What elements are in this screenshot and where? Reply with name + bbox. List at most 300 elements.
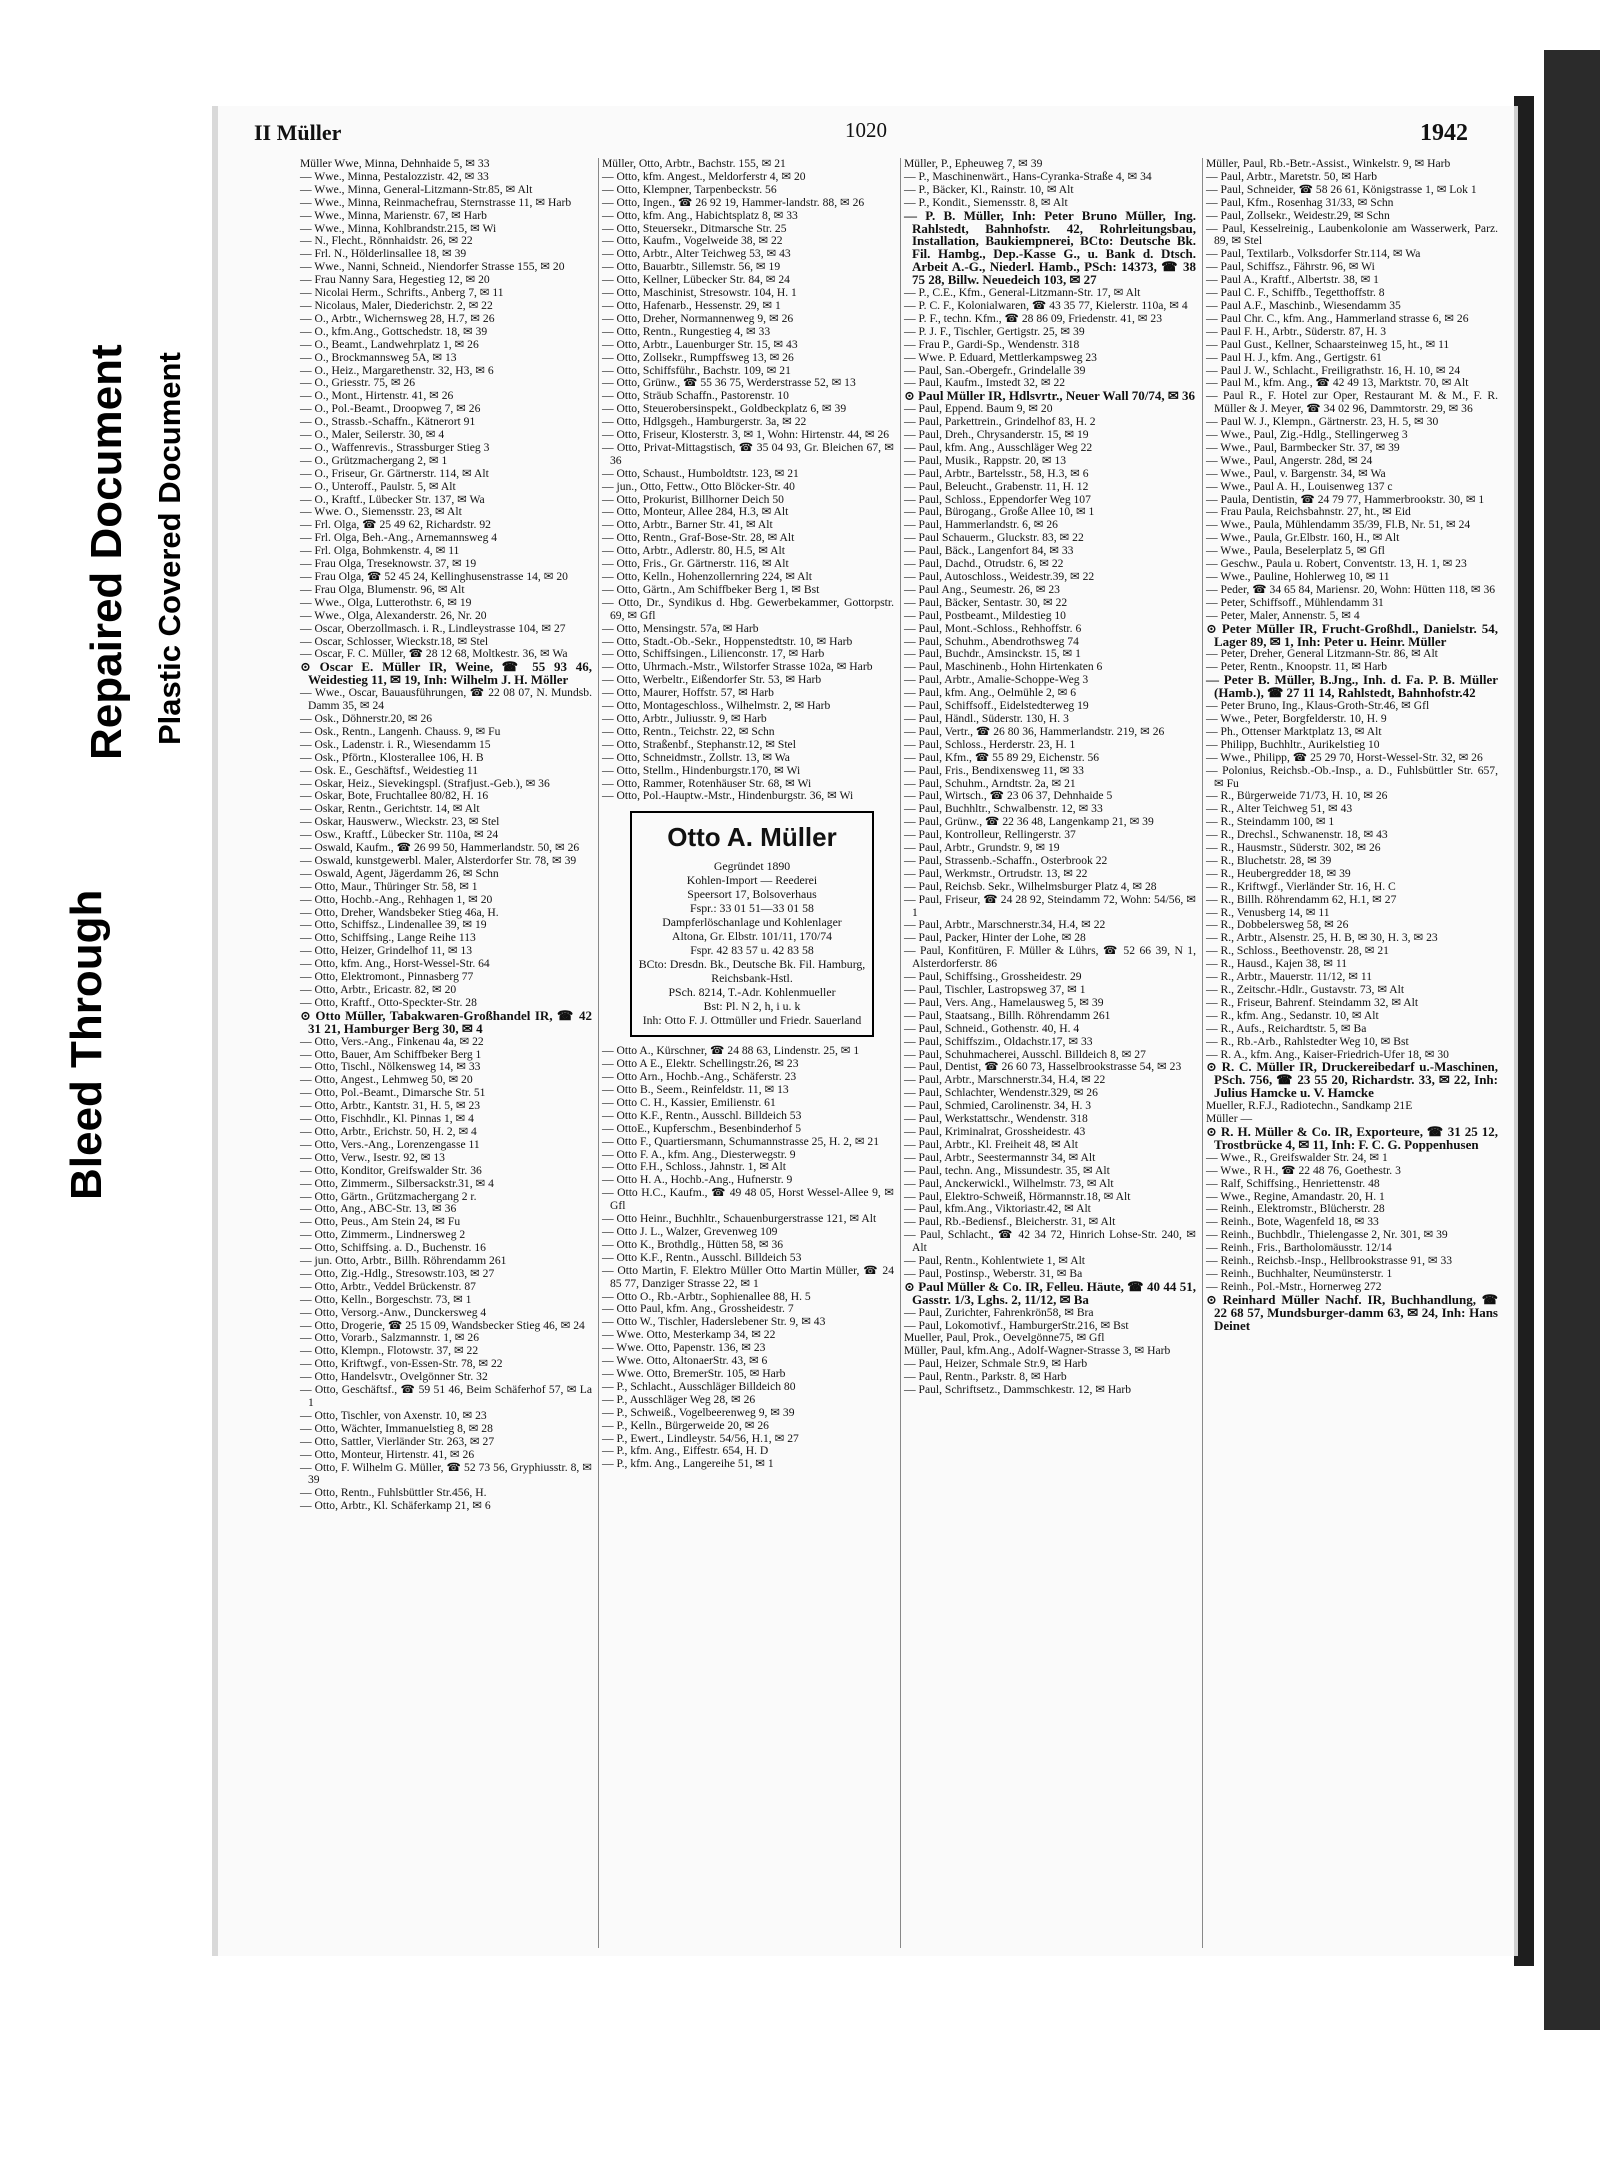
- directory-entry: — Paul, Arbtr., Marschnerstr.34, H.4, ✉ 22: [904, 918, 1106, 932]
- ad-line: Inh: Otto F. J. Ottmüller und Friedr. Sauerland: [642, 1013, 862, 1028]
- directory-entry: — Reinh., Reichsb.-Insp., Hellbrookstrasse 91, ✉ 33: [1206, 1254, 1453, 1268]
- directory-entry: — Wwe., Oscar, Bauausführungen, ☎ 22 08 07, N. Mundsb. Damm 35, ✉ 24: [300, 686, 592, 713]
- directory-entry: — Paul, Maschinenb., Hohn Hirtenkaten 6: [904, 660, 1103, 674]
- directory-entry: — Oskar, Heiz., Sievekingspl. (Strafjust.-Geb.), ✉ 36: [300, 776, 550, 790]
- directory-entry: — R., Zeitschr.-Hdlr., Gustavstr. 73, ✉ Alt: [1206, 983, 1405, 996]
- directory-entry: — Otto K., Brothdlg., Hütten 58, ✉ 36: [602, 1237, 784, 1251]
- column-2-bottom-entries: [602, 1045, 894, 1471]
- directory-entry: — Otto, Maur., Thüringer Str. 58, ✉ 1: [300, 879, 478, 893]
- directory-entry: — Wwe., R., Greifswalder Str. 24, ✉ 1: [1206, 1150, 1388, 1164]
- directory-entry: — Paul, kfm. Ang., Ausschläger Weg 22: [904, 440, 1093, 454]
- directory-entry: — Otto, Rentn., Teichstr. 22, ✉ Schn: [602, 724, 775, 738]
- directory-entry: — P. F., techn. Kfm., ☎ 28 86 09, Friedenstr. 41, ✉ 23: [904, 311, 1162, 325]
- directory-entry: — Paul, Fris., Bendixensweg 11, ✉ 33: [904, 763, 1084, 777]
- directory-entry: — Otto, Zimmerm., Silbersackstr.31, ✉ 4: [300, 1176, 494, 1190]
- directory-entry: — Wwe., Olga, Alexanderstr. 26, Nr. 20: [300, 608, 487, 622]
- directory-entry: — Otto, Prokurist, Billhorner Deich 50: [602, 492, 784, 506]
- directory-entry: — Paul W. J., Klempn., Gärtnerstr. 23, H. 5, ✉ 30: [1206, 415, 1439, 429]
- directory-entry: — R., Bürgerweide 71/73, H. 10, ✉ 26: [1206, 789, 1388, 803]
- directory-entry: — Paul, Zurichter, Fahrenkrön58, ✉ Bra: [904, 1305, 1094, 1319]
- directory-entry: — Oswald, Agent, Jägerdamm 26, ✉ Schn: [300, 866, 499, 880]
- directory-entry: — Oswald, kunstgewerbl. Maler, Alsterdorfer Str. 78, ✉ 39: [300, 853, 577, 867]
- directory-entry: — Paul, Postinsp., Weberstr. 31, ✉ Ba: [904, 1266, 1083, 1280]
- directory-entry: — Paul, Dreh., Chrysanderstr. 15, ✉ 19: [904, 428, 1089, 442]
- directory-entry: — Oscar, F. C. Müller, ☎ 28 12 68, Moltkestr. 36, ✉ Wa: [300, 647, 568, 661]
- directory-entry: — Oscar, Schlosser, Wieckstr.18, ✉ Stel: [300, 634, 489, 648]
- directory-entry: — Frl. Olga, Beh.-Ang., Arnemannsweg 4: [300, 531, 498, 545]
- directory-entry: — Peter, Dreher, General Litzmann-Str. 86, ✉ Alt: [1206, 647, 1438, 661]
- directory-entry: — Otto, Versorg.-Anw., Dunckersweg 4: [300, 1305, 487, 1319]
- directory-entry: — Otto, Sattler, Vierländer Str. 263, ✉ 27: [300, 1434, 495, 1448]
- directory-entry: — R., Schloss., Beethovenstr. 28, ✉ 21: [1206, 944, 1389, 958]
- directory-entry: — Paul, Kesselreinig., Laubenkolonie am Wasserwerk, Parz. 89, ✉ Stel: [1206, 221, 1498, 248]
- directory-entry: — Paul, Postbeamt., Mildestieg 10: [904, 608, 1066, 622]
- directory-entry: — O., Friseur, Gr. Gärtnerstr. 114, ✉ Alt: [300, 466, 489, 480]
- directory-entry: — Paul, Schlachter, Wendenstr.329, ✉ 26: [904, 1086, 1098, 1100]
- directory-entry: — Wwe. Otto, Papenstr. 136, ✉ 23: [602, 1341, 766, 1355]
- directory-entry: — Paul, Tischler, Lastropsweg 37, ✉ 1: [904, 983, 1086, 996]
- directory-entry: — Wwe., Philipp, ☎ 25 29 70, Horst-Wessel-Str. 32, ✉ 26: [1206, 750, 1483, 764]
- directory-entry: — P., kfm. Ang., Eiffestr. 654, H. D: [602, 1444, 769, 1458]
- directory-entry: — Geschw., Paula u. Robert, Conventstr. 13, H. 1, ✉ 23: [1206, 557, 1467, 571]
- directory-entry: — Otto, Kellner, Lübecker Str. 84, ✉ 24: [602, 273, 790, 287]
- directory-entry: — P. C. F., Kolonialwaren, ☎ 43 35 77, Kielerstr. 110a, ✉ 4: [904, 298, 1188, 312]
- page-header: [218, 106, 1514, 150]
- directory-entry: — Reinh., Fris., Bartholomäusstr. 12/14: [1206, 1241, 1392, 1255]
- directory-entry: — Reinh., Buchbdlr., Thielengasse 2, Nr. 301, ✉ 39: [1206, 1228, 1448, 1242]
- directory-entry: — R., Venusberg 14, ✉ 11: [1206, 905, 1330, 919]
- directory-entry: — Otto, Dreher, Normannenweg 9, ✉ 26: [602, 311, 794, 325]
- directory-entry: — Wwe. Otto, BremerStr. 105, ✉ Harb: [602, 1366, 786, 1380]
- directory-entry: — Otto, Rentn., Graf-Bose-Str. 28, ✉ Alt: [602, 531, 795, 545]
- directory-entry: — Paul, Anckerwickl., Wilhelmstr. 73, ✉ Alt: [904, 1176, 1114, 1190]
- directory-entry: — Otto, Fischhdlr., Kl. Pinnas 1, ✉ 4: [300, 1112, 474, 1126]
- directory-entry: — O., Unteroff., Paulstr. 5, ✉ Alt: [300, 479, 456, 493]
- directory-entry: — R., Drechsl., Schwanenstr. 18, ✉ 43: [1206, 828, 1388, 842]
- directory-entry: — Wwe., Paul, Angerstr. 28d, ✉ 24: [1206, 453, 1373, 467]
- directory-entry: — Otto, Stellm., Hindenburgstr.170, ✉ Wi: [602, 763, 801, 777]
- directory-entry: ⊙ R. H. Müller & Co. IR, Exporteure, ☎ 31 25 12, Trostbrücke 4, ✉ 11, Inh: F. C. G. Poppenhusen: [1206, 1123, 1498, 1152]
- directory-entry: — Otto, Arbtr., Kl. Schäferkamp 21, ✉ 6: [300, 1499, 491, 1513]
- directory-entry: Müller, Paul, Rb.-Betr.-Assist., Winkelstr. 9, ✉ Harb: [1206, 157, 1451, 170]
- directory-entry: — Paul, Schneid., Gothenstr. 40, H. 4: [904, 1021, 1080, 1035]
- directory-entry: — Ralf, Schiffsing., Henriettenstr. 48: [1206, 1176, 1380, 1190]
- directory-entry: — Peter B. Müller, B.Jng., Inh. d. Fa. P. B. Müller (Hamb.), ☎ 27 11 14, Rahlstedt, Bahnhofstr.42: [1206, 672, 1498, 701]
- directory-entry: — Otto, Drogerie, ☎ 25 15 09, Wandsbecker Stieg 46, ✉ 24: [300, 1318, 585, 1332]
- directory-entry: — Otto, kfm. Ang., Habichtsplatz 8, ✉ 33: [602, 208, 798, 222]
- directory-entry: — Otto, Ang., ABC-Str. 13, ✉ 36: [300, 1202, 457, 1216]
- directory-entry: — Paul, Werkstattschr., Wendenstr. 318: [904, 1112, 1088, 1126]
- directory-entry: — Otto, Schneidmstr., Zollstr. 13, ✉ Wa: [602, 750, 790, 764]
- directory-entry: — Paul, Vertr., ☎ 26 80 36, Hammerlandstr. 219, ✉ 26: [904, 724, 1165, 738]
- directory-entry: — Paul, Schiffsz., Fährstr. 96, ✉ Wi: [1206, 260, 1375, 274]
- directory-entry: — Wwe., R H., ☎ 22 48 76, Goethestr. 3: [1206, 1163, 1401, 1177]
- directory-entry: — Otto, Maurer, Hoffstr. 57, ✉ Harb: [602, 686, 774, 700]
- directory-entry: — Paul, Arbtr., Marschnerstr.34, H.4, ✉ 22: [904, 1073, 1106, 1087]
- directory-entry: — Paul, Schmied, Carolinenstr. 34, H. 3: [904, 1099, 1092, 1113]
- directory-entry: — O., Strassb.-Schaffn., Kätnerort 91: [300, 415, 476, 429]
- directory-entry: Mueller, Paul, Prok., Oevelgönne75, ✉ Gfl: [904, 1331, 1105, 1345]
- directory-entry: — R., Friseur, Bahrenf. Steindamm 32, ✉ Alt: [1206, 995, 1419, 1009]
- directory-entry: — Otto, Schiffsing., Lange Reihe 113: [300, 931, 476, 945]
- directory-entry: — Reinh., Buchhalter, Neumünsterstr. 1: [1206, 1266, 1393, 1280]
- directory-entry: — Reinh., Bote, Wagenfeld 18, ✉ 33: [1206, 1215, 1379, 1229]
- ad-line: Speersort 17, Bolsoverhaus: [687, 887, 817, 902]
- directory-entry: — Frl. Olga, Bohmkenstr. 4, ✉ 11: [300, 544, 460, 558]
- section-heading: II Müller: [254, 120, 342, 145]
- directory-entry: — Wwe., Minna, General-Litzmann-Str.85, ✉ Alt: [300, 182, 533, 196]
- directory-entry: — Otto, Stadt.-Ob.-Sekr., Hoppenstedtstr. 10, ✉ Harb: [602, 634, 853, 648]
- directory-entry: — Paul, Elektro-Schweiß, Hörmannstr.18, ✉ Alt: [904, 1189, 1131, 1203]
- directory-entry: — Otto, Pol.-Hauptw.-Mstr., Hindenburgstr. 36, ✉ Wi: [602, 789, 854, 803]
- directory-entry: — Otto Arn., Hochb.-Ang., Schäferstr. 23: [602, 1070, 797, 1084]
- directory-entry: — Paul, Bäck., Langenfort 84, ✉ 33: [904, 544, 1074, 558]
- directory-entry: — Otto, Rentn., Fuhlsbüttler Str.456, H.: [300, 1486, 487, 1500]
- directory-entry: — O., Griesstr. 75, ✉ 26: [300, 376, 416, 390]
- directory-entry: — Otto, Arbtr., Kantstr. 31, H. 5, ✉ 23: [300, 1099, 481, 1113]
- directory-entry: — Otto, Uhrmach.-Mstr., Wilstorfer Strasse 102a, ✉ Harb: [602, 660, 873, 674]
- directory-entry: — Otto J. L., Walzer, Grevenweg 109: [602, 1225, 778, 1238]
- directory-entry: — Otto, Vers.-Ang., Lorenzengasse 11: [300, 1137, 480, 1151]
- directory-entry: — Otto O., Rb.-Arbtr., Sophienallee 88, H. 5: [602, 1289, 811, 1303]
- directory-entry: — Otto Paul, kfm. Ang., Grossheidestr. 7: [602, 1302, 794, 1316]
- directory-entry: — Otto, Bauarbtr., Sillemstr. 56, ✉ 19: [602, 260, 781, 274]
- directory-entry: — Otto, Schiffsing. a. D., Buchenstr. 16: [300, 1241, 486, 1255]
- directory-entry: — P., Schweiß., Vogelbeerenweg 9, ✉ 39: [602, 1405, 795, 1419]
- directory-entry: — Paul, Heizer, Schmale Str.9, ✉ Harb: [904, 1357, 1088, 1371]
- directory-entry: — Otto, F. Wilhelm G. Müller, ☎ 52 73 56, Gryphiusstr. 8, ✉ 39: [300, 1460, 592, 1487]
- directory-entry: — Otto, Zig.-Hdlg., Stresowstr.103, ✉ 27: [300, 1266, 495, 1280]
- directory-entry: — O., Beamt., Landwehrplatz 1, ✉ 26: [300, 337, 479, 351]
- directory-entry: — Otto F. A., kfm. Ang., Diesterwegstr. 9: [602, 1147, 796, 1161]
- column-2-top-entries: [602, 158, 894, 803]
- bleed-through-label: Bleed Through: [62, 889, 111, 1200]
- directory-entry: — Osk., Ladenstr. i. R., Wiesendamm 15: [300, 737, 491, 751]
- directory-entry: — Otto, Schaust., Humboldtstr. 123, ✉ 21: [602, 466, 799, 480]
- ad-line: Fspr.: 33 01 51—33 01 58: [690, 901, 814, 916]
- directory-entry: — Frau Olga, Treseknowstr. 37, ✉ 19: [300, 557, 477, 571]
- directory-entry: — Otto, Zollsekr., Rumpffsweg 13, ✉ 26: [602, 350, 794, 364]
- directory-entry: — Paul C. F., Schiffb., Tegetthoffstr. 8: [1206, 286, 1385, 300]
- directory-entry: — Paula, Dentistin, ☎ 24 79 77, Hammerbrookstr. 30, ✉ 1: [1206, 492, 1485, 506]
- directory-entry: — Wwe., Paula, Beselerplatz 5, ✉ Gfl: [1206, 544, 1385, 558]
- directory-entry: — Paul, Schloss., Herderstr. 23, H. 1: [904, 737, 1076, 751]
- ad-title: Otto A. Müller: [667, 822, 837, 853]
- directory-entry: — Paul, Dentist, ☎ 26 60 73, Hasselbrookstrasse 54, ✉ 23: [904, 1060, 1182, 1074]
- edition-year: 1942: [1420, 120, 1468, 146]
- directory-entry: — Paul, Buchdr., Amsinckstr. 15, ✉ 1: [904, 647, 1081, 661]
- directory-entry: — Reinh., Elektromstr., Blücherstr. 28: [1206, 1202, 1385, 1216]
- directory-entry: ⊙ Otto Müller, Tabakwaren-Großhandel IR, ☎ 42 31 21, Hamburger Berg 30, ✉ 4: [300, 1007, 592, 1036]
- plastic-covered-label: Plastic Covered Document: [152, 352, 187, 745]
- directory-entry: — Otto, Kelln., Borgeschstr. 73, ✉ 1: [300, 1292, 472, 1306]
- directory-entry: — Otto H. A., Hochb.-Ang., Hufnerstr. 9: [602, 1173, 793, 1187]
- directory-entry: — Polonius, Reichsb.-Ob.-Insp., a. D., Fuhlsbüttler Str. 657, ✉ Fu: [1206, 763, 1498, 790]
- directory-entry: — Paul, Strassenb.-Schaffn., Osterbrook 22: [904, 853, 1108, 867]
- directory-entry: — Otto, Hafenarb., Hessenstr. 29, ✉ 1: [602, 298, 781, 312]
- directory-entry: — Otto, Arbtr., Lauenburger Str. 15, ✉ 43: [602, 337, 798, 351]
- directory-entry: — Paul, Händl., Süderstr. 130, H. 3: [904, 711, 1069, 725]
- directory-entry: — R., Aufs., Reichardtstr. 5, ✉ Ba: [1206, 1021, 1367, 1035]
- directory-entry: — Wwe. Otto, Mesterkamp 34, ✉ 22: [602, 1328, 776, 1342]
- directory-entry: — Otto Martin, F. Elektro Müller Otto Martin Müller, ☎ 24 85 77, Danziger Strasse 22, ✉ 1: [602, 1263, 894, 1290]
- directory-entry: — Otto, Pol.-Beamt., Dimarsche Str. 51: [300, 1086, 486, 1100]
- directory-entry: — R., Alter Teichweg 51, ✉ 43: [1206, 802, 1353, 816]
- directory-entry: — Paul, Konfitüren, F. Müller & Lührs, ☎ 52 66 39, N 1, Alsterdorferstr. 86: [904, 944, 1196, 971]
- directory-entry: — Otto, Steuersekr., Ditmarsche Str. 25: [602, 221, 787, 235]
- directory-entry: — Paul, kfm. Ang., Oelmühle 2, ✉ 6: [904, 686, 1077, 700]
- directory-entry: — Otto, Montageschloss., Wilhelmstr. 2, ✉ Harb: [602, 699, 831, 713]
- directory-entry: — Otto, Kraftf., Otto-Speckter-Str. 28: [300, 995, 477, 1009]
- directory-entry: — Wwe., Regine, Amandastr. 20, H. 1: [1206, 1189, 1385, 1203]
- directory-entry: ⊙ Oscar E. Müller IR, Weine, ☎ 55 93 46, Weidestieg 11, ✉ 19, Inh: Wilhelm J. H. Möller: [300, 659, 592, 688]
- ad-line: Dampferlöschanlage und Kohlenlager: [662, 915, 842, 930]
- directory-entry: — Paul, Kfm., Rosenhag 31/33, ✉ Schn: [1206, 195, 1394, 209]
- directory-entry: — Nicolaus, Maler, Diederichstr. 2, ✉ 22: [300, 298, 493, 312]
- directory-entry: — O., Waffenrevis., Strassburger Stieg 3: [300, 440, 490, 454]
- directory-entry: ⊙ R. C. Müller IR, Druckereibedarf u.-Maschinen, PSch. 756, ☎ 23 55 20, Richardstr. 33, ✉ 22, Inh: Julius Hamcke u. V. Hamcke: [1206, 1059, 1498, 1101]
- directory-entry: — Oskar, Bote, Fruchtallee 80/82, H. 16: [300, 789, 489, 803]
- directory-entry: — R., Arbtr., Mauerstr. 11/12, ✉ 11: [1206, 970, 1373, 984]
- directory-entry: — Nicolai Herm., Schrifts., Anberg 7, ✉ 11: [300, 286, 504, 300]
- directory-entry: — Osk. E., Geschäftsf., Weidestieg 11: [300, 763, 479, 777]
- directory-entry: — Paul, Kriminalrat, Grossheidestr. 43: [904, 1124, 1086, 1138]
- directory-entry: — Otto, Kriftwgf., von-Essen-Str. 78, ✉ 22: [300, 1357, 503, 1371]
- directory-entry: — Paul, Schiffsoff., Eidelstedterweg 19: [904, 699, 1089, 713]
- directory-entry: — Otto, Sträub Schaffn., Pastorenstr. 10: [602, 389, 789, 403]
- directory-entry: — Philipp, Buchhltr., Aurikelstieg 10: [1206, 737, 1380, 751]
- directory-entry: — Wwe., Nanni, Schneid., Niendorfer Strasse 155, ✉ 20: [300, 260, 565, 274]
- directory-entry: — Paul F. H., Arbtr., Süderstr. 87, H. 3: [1206, 324, 1387, 338]
- directory-column-4: [1206, 158, 1498, 1332]
- directory-entry: — Otto, Werbeltr., Eißendorfer Str. 53, ✉ Harb: [602, 673, 822, 687]
- directory-entry: — Otto, Dr., Syndikus d. Hbg. Gewerbekammer, Gottorpstr. 69, ✉ Gfl: [602, 595, 894, 622]
- directory-entry: — P., kfm. Ang., Langereihe 51, ✉ 1: [602, 1457, 774, 1471]
- directory-entry: — P., Bäcker, Kl., Rainstr. 10, ✉ Alt: [904, 182, 1074, 196]
- directory-entry: — Wwe., Paul, v. Bargenstr. 34, ✉ Wa: [1206, 466, 1386, 480]
- directory-entry: — Wwe., Minna, Marienstr. 67, ✉ Harb: [300, 208, 487, 222]
- directory-entry: — Otto, Maschinist, Stresowstr. 104, H. 1: [602, 286, 797, 300]
- directory-entry: — Otto C. H., Kassier, Emilienstr. 61: [602, 1095, 776, 1109]
- directory-entry: — Otto, Gärtn., Grützmachergang 2 r.: [300, 1189, 477, 1203]
- directory-entry: — Paul, Schuhm., Arndtstr. 2a, ✉ 21: [904, 776, 1076, 790]
- directory-entry: — Paul Chr. C., kfm. Ang., Hammerland strasse 6, ✉ 26: [1206, 311, 1469, 325]
- ad-line: Bst: Pl. N 2, h, i u. k: [703, 999, 801, 1014]
- directory-entry: — Paul, Schiffsing., Grossheidestr. 29: [904, 970, 1082, 984]
- directory-entry: — OttoE., Kupferschm., Besenbinderhof 5: [602, 1121, 801, 1135]
- directory-entry: — Paul, Schneider, ☎ 58 26 61, Königstrasse 1, ✉ Lok 1: [1206, 182, 1477, 196]
- directory-entry: — Paul, Arbtr., Seestermannstr 34, ✉ Alt: [904, 1150, 1096, 1164]
- directory-entry: — Paul, Musik., Rappstr. 20, ✉ 13: [904, 453, 1067, 467]
- directory-entry: — N., Flecht., Rönnhaidstr. 26, ✉ 22: [300, 234, 473, 248]
- directory-entry: — Wwe., Paula, Mühlendamm 35/39, Fl.B, Nr. 51, ✉ 24: [1206, 518, 1471, 532]
- directory-entry: — Wwe., Minna, Reinmachefrau, Sternstrasse 11, ✉ Harb: [300, 195, 572, 209]
- ad-line: Fspr. 42 83 57 u. 42 83 58: [690, 943, 814, 958]
- directory-entry: — Paul, Textilarb., Volksdorfer Str.114, ✉ Wa: [1206, 247, 1421, 261]
- scanner-edge-strip: [1544, 50, 1600, 2030]
- directory-entry: — Otto K.F., Rentn., Ausschl. Billdeich 53: [602, 1250, 802, 1264]
- directory-entry: — Otto, Verw., Isestr. 92, ✉ 13: [300, 1150, 445, 1164]
- directory-entry: — Paul, Mont.-Schloss., Rehhoffstr. 6: [904, 621, 1082, 635]
- directory-entry: — Otto, Rammer, Rotenhäuser Str. 68, ✉ Wi: [602, 776, 812, 790]
- directory-entry: Müller Wwe, Minna, Dehnhaide 5, ✉ 33: [300, 157, 490, 170]
- directory-entry: — Paul J. W., Schlacht., Freiligrathstr. 16, H. 10, ✉ 24: [1206, 363, 1461, 377]
- directory-entry: — Paul, Lokomotivf., HamburgerStr.216, ✉ Bst: [904, 1318, 1129, 1332]
- directory-entry: — Frl. Olga, ☎ 25 49 62, Richardstr. 92: [300, 518, 491, 532]
- directory-entry: — Paul, Parkettrein., Grindelhof 83, H. 2: [904, 415, 1096, 429]
- directory-entry: — Otto, Monteur, Allee 284, H.3, ✉ Alt: [602, 505, 789, 519]
- directory-entry: — Paul Schauerm., Gluckstr. 83, ✉ 22: [904, 531, 1084, 545]
- directory-entry: — Paul, Autoschloss., Weidestr.39, ✉ 22: [904, 570, 1095, 583]
- directory-entry: — Wwe., Paula, Gr.Elbstr. 160, H., ✉ Alt: [1206, 531, 1400, 545]
- directory-entry: — Otto, Mensingstr. 57a, ✉ Harb: [602, 621, 759, 635]
- directory-entry: — Paul, Kaufm., Imstedt 32, ✉ 22: [904, 376, 1066, 390]
- directory-entry: — R. A., kfm. Ang., Kaiser-Friedrich-Ufer 18, ✉ 30: [1206, 1047, 1449, 1061]
- directory-entry: — Otto, Gärtn., Am Schiffbeker Berg 1, ✉ Bst: [602, 582, 820, 596]
- directory-entry: — Wwe. P. Eduard, Mettlerkampsweg 23: [904, 350, 1097, 364]
- directory-entry: — Otto, Friseur, Klosterstr. 3, ✉ 1, Wohn: Hirtenstr. 44, ✉ 26: [602, 428, 890, 442]
- directory-entry: — Otto, Konditor, Greifswalder Str. 36: [300, 1163, 482, 1177]
- directory-entry: — Otto H.C., Kaufm., ☎ 49 48 05, Horst Wessel-Allee 9, ✉ Gfl: [602, 1186, 894, 1213]
- directory-entry: — Paul R., F. Hotel zur Oper, Restaurant M. & M., F. R. Müller & J. Meyer, ☎ 34 02 96, Dammtorstr. 29, ✉ 36: [1206, 389, 1498, 416]
- directory-entry: — Wwe., Olga, Lutterothstr. 6, ✉ 19: [300, 595, 472, 609]
- directory-entry: — Otto, Rentn., Rungestieg 4, ✉ 33: [602, 324, 771, 338]
- directory-entry: — Otto, Schiffsz., Lindenallee 39, ✉ 19: [300, 918, 487, 932]
- directory-entry: — Reinh., Pol.-Mstr., Hornerweg 272: [1206, 1279, 1382, 1293]
- directory-entry: — Wwe., Minna, Kohlbrandstr.215, ✉ Wi: [300, 221, 497, 235]
- directory-entry: — Otto F., Quartiersmann, Schumannstrasse 25, H. 2, ✉ 21: [602, 1134, 880, 1148]
- directory-entry: — Ph., Ottenser Marktplatz 13, ✉ Alt: [1206, 724, 1382, 738]
- directory-entry: — Paul, Schuhmacherei, Ausschl. Billdeich 8, ✉ 27: [904, 1047, 1146, 1061]
- directory-entry: — Paul, Schloss., Eppendorfer Weg 107: [904, 492, 1091, 506]
- directory-entry: — Otto, Steuerobersinspekt., Goldbeckplatz 6, ✉ 39: [602, 402, 847, 416]
- directory-entry: — Otto, Arbtr., Alter Teichweg 53, ✉ 43: [602, 247, 791, 261]
- directory-column-2: [602, 158, 894, 1471]
- directory-entry: — P., C.E., Kfm., General-Litzmann-Str. 17, ✉ Alt: [904, 286, 1141, 300]
- directory-entry: Müller —: [1206, 1112, 1253, 1126]
- directory-entry: — jun., Otto, Fettw., Otto Blöcker-Str. 40: [602, 479, 795, 493]
- directory-entry: — Paul, Arbtr., Amalie-Schoppe-Weg 3: [904, 673, 1089, 687]
- directory-entry: — P., Ewert., Lindleystr. 54/56, H.1, ✉ 27: [602, 1431, 799, 1445]
- directory-entry: — O., Brockmannsweg 5A, ✉ 13: [300, 350, 457, 364]
- directory-entry: — P., Maschinenwärt., Hans-Cyranka-Straße 4, ✉ 34: [904, 169, 1152, 183]
- directory-entry: — Otto, Fris., Gr. Gärtnerstr. 116, ✉ Alt: [602, 557, 789, 571]
- directory-entry: — Otto A., Kürschner, ☎ 24 88 63, Lindenstr. 25, ✉ 1: [602, 1044, 860, 1058]
- directory-entry: — Paul, Zollsekr., Weidestr.29, ✉ Schn: [1206, 208, 1390, 222]
- directory-entry: — Paul A., Kraftf., Albertstr. 38, ✉ 1: [1206, 273, 1379, 287]
- directory-entry: — Paul M., kfm. Ang., ☎ 42 49 13, Marktstr. 70, ✉ Alt: [1206, 376, 1469, 390]
- directory-entry: Müller, Paul, kfm.Ang., Adolf-Wagner-Strasse 3, ✉ Harb: [904, 1344, 1171, 1358]
- directory-entry: — Paul, Rentn., Parkstr. 8, ✉ Harb: [904, 1370, 1067, 1384]
- directory-entry: — Otto, Monteur, Hirtenstr. 41, ✉ 26: [300, 1447, 475, 1461]
- directory-entry: ⊙ Peter Müller IR, Frucht-Großhdl., Danielstr. 54, Lager 89, ✉ 1, Inh: Peter u. Heinr. Müller: [1206, 620, 1498, 649]
- ad-lines: [638, 859, 866, 1027]
- directory-entry: — Paul, Arbtr., Bartelsstr., 58, H.3, ✉ 6: [904, 466, 1089, 480]
- directory-entry: — Otto A E., Elektr. Schellingstr.26, ✉ 23: [602, 1057, 799, 1071]
- directory-entry: — Otto, Vorarb., Salzmannstr. 1, ✉ 26: [300, 1331, 479, 1345]
- directory-entry: Müller, P., Epheuweg 7, ✉ 39: [904, 157, 1043, 170]
- directory-entry: — Paul, Dachd., Otrudstr. 6, ✉ 22: [904, 557, 1064, 571]
- directory-entry: — Otto, Heizer, Grindelhof 11, ✉ 13: [300, 944, 473, 958]
- directory-entry: — Paul, Schriftsetz., Dammschkestr. 12, ✉ Harb: [904, 1383, 1132, 1397]
- directory-entry: — Paul, Schiffszim., Oldachstr.17, ✉ 33: [904, 1034, 1093, 1048]
- page-number: 1020: [845, 118, 887, 142]
- directory-entry: — Paul, Schlacht., ☎ 42 34 72, Hinrich Lohse-Str. 240, ✉ Alt: [904, 1228, 1196, 1255]
- ad-line: Kohlen-Import — Reederei: [686, 873, 818, 888]
- directory-entry: — Otto, Geschäftsf., ☎ 59 51 46, Beim Schäferhof 57, ✉ La 1: [300, 1383, 592, 1409]
- ad-line: PSch. 8214, T.-Adr. Kohlenmueller: [668, 985, 836, 1000]
- directory-entry: — Paul, Hammerlandstr. 6, ✉ 26: [904, 518, 1058, 532]
- directory-entry: — Otto, Tischl., Nölkensweg 14, ✉ 33: [300, 1060, 481, 1074]
- ad-line: Altona, Gr. Elbstr. 101/11, 170/74: [671, 929, 833, 944]
- directory-entry: — Otto, Zimmerm., Lindnersweg 2: [300, 1228, 466, 1242]
- directory-entry: — Otto, Angest., Lehmweg 50, ✉ 20: [300, 1073, 473, 1087]
- directory-entry: — Oscar, Oberzollmasch. i. R., Lindleystrasse 104, ✉ 27: [300, 621, 566, 635]
- directory-entry: — Paul, Reichsb. Sekr., Wilhelmsburger Platz 4, ✉ 28: [904, 879, 1157, 893]
- column-divider: [900, 158, 901, 1948]
- directory-entry: — Paul, Bürogang., Große Allee 10, ✉ 1: [904, 505, 1095, 519]
- ad-line: BCto: Dresdn. Bk., Deutsche Bk. Fil. Hamburg, Reichsbank-Hstl.: [638, 957, 866, 986]
- directory-entry: — Otto, Arbtr., Ericastr. 82, ✉ 20: [300, 983, 457, 996]
- directory-entry: — Peter, Schiffsoff., Mühlendamm 31: [1206, 595, 1384, 609]
- directory-entry: — Osk., Pförtn., Klosterallee 106, H. B: [300, 750, 484, 764]
- directory-entry: — P., Kelln., Bürgerweide 20, ✉ 26: [602, 1418, 769, 1432]
- directory-entry: — Osk., Döhnerstr.20, ✉ 26: [300, 711, 433, 725]
- directory-entry: — Otto Heinr., Buchhltr., Schauenburgerstrasse 121, ✉ Alt: [602, 1212, 877, 1226]
- directory-entry: — Otto, Elektromont., Pinnasberg 77: [300, 970, 474, 984]
- directory-entry: — Paul, Packer, Hinter der Lohe, ✉ 28: [904, 931, 1086, 945]
- directory-entry: — R., Billh. Röhrendamm 62, H.1, ✉ 27: [1206, 892, 1397, 906]
- directory-entry: — Otto, Hdlgsgeh., Hamburgerstr. 3a, ✉ 22: [602, 415, 807, 429]
- directory-entry: — R., Hausmstr., Süderstr. 302, ✉ 26: [1206, 841, 1381, 855]
- directory-entry: — Frau Nanny Sara, Hegestieg 12, ✉ 20: [300, 273, 490, 287]
- directory-entry: — Paul Ang., Seumestr. 26, ✉ 23: [904, 582, 1060, 596]
- directory-entry: — Paul Gust., Kellner, Schaarsteinweg 15, ht., ✉ 11: [1206, 337, 1450, 351]
- directory-entry: — Wwe., Paul A. H., Louisenweg 137 c: [1206, 479, 1393, 493]
- directory-entry: — P., Schlacht., Ausschläger Billdeich 80: [602, 1379, 796, 1393]
- directory-entry: — Otto F.H., Schloss., Jahnstr. 1, ✉ Alt: [602, 1160, 786, 1174]
- directory-entry: — Peter, Rentn., Knoopstr. 11, ✉ Harb: [1206, 660, 1388, 674]
- directory-entry: — O., Pol.-Beamt., Droopweg 7, ✉ 26: [300, 402, 481, 416]
- directory-entry: — O., Kraftf., Lübecker Str. 137, ✉ Wa: [300, 492, 485, 506]
- directory-entry: — Paul, Beleucht., Grabenstr. 11, H. 12: [904, 479, 1089, 493]
- directory-entry: — Otto, Privat-Mittagstisch, ☎ 35 04 93, Gr. Bleichen 67, ✉ 36: [602, 440, 894, 467]
- directory-entry: — Paul, Grünw., ☎ 22 36 48, Langenkamp 21, ✉ 39: [904, 815, 1154, 829]
- directory-entry: — Otto, Straßenbf., Stephanstr.12, ✉ Stel: [602, 737, 796, 751]
- directory-entry: — Frau Olga, ☎ 52 45 24, Kellinghusenstrasse 14, ✉ 20: [300, 570, 568, 583]
- directory-entry: — Otto, Hochb.-Ang., Rehhagen 1, ✉ 20: [300, 892, 493, 906]
- directory-entry: — Oskar, Rentn., Gerichtstr. 14, ✉ Alt: [300, 802, 480, 816]
- directory-entry: — Otto, Kelln., Hohenzollernring 224, ✉ Alt: [602, 570, 813, 583]
- directory-entry: — Frau Paula, Reichsbahnstr. 27, ht., ✉ Eid: [1206, 505, 1411, 519]
- directory-entry: — Wwe. Otto, AltonaerStr. 43, ✉ 6: [602, 1354, 768, 1368]
- directory-entry: — Otto, Arbtr., Adlerstr. 80, H.5, ✉ Alt: [602, 544, 785, 558]
- directory-entry: — Paul, Eppend. Baum 9, ✉ 20: [904, 402, 1053, 416]
- directory-entry: — R., Kriftwgf., Vierländer Str. 16, H. C: [1206, 879, 1396, 893]
- directory-entry: — Otto, Klempner, Tarpenbeckstr. 56: [602, 182, 777, 196]
- directory-entry: — Paul, Wirtsch., ☎ 23 06 37, Dehnhaide 5: [904, 789, 1113, 803]
- ad-line: Gegründet 1890: [713, 859, 791, 874]
- directory-entry: — Paul, Vers. Ang., Hamelausweg 5, ✉ 39: [904, 995, 1104, 1009]
- directory-entry: — Paul, Kfm., ☎ 55 89 29, Eichenstr. 56: [904, 750, 1100, 764]
- directory-entry: ⊙ Reinhard Müller Nachf. IR, Buchhandlung, ☎ 22 68 57, Mundsburger-damm 63, ✉ 24, Inh: Hans Deinet: [1206, 1291, 1498, 1333]
- directory-entry: — Frau Olga, Blumenstr. 96, ✉ Alt: [300, 582, 465, 596]
- directory-entry: — Paul, Arbtr., Grundstr. 9, ✉ 19: [904, 841, 1060, 855]
- directory-entry: — R., Rb.-Arb., Rahlstedter Weg 10, ✉ Bst: [1206, 1034, 1409, 1048]
- directory-entry: — Paul H. J., kfm. Ang., Gertigstr. 61: [1206, 350, 1382, 364]
- directory-page: [212, 106, 1514, 1956]
- directory-entry: — P. J. F., Tischler, Gertigstr. 25, ✉ 39: [904, 324, 1085, 338]
